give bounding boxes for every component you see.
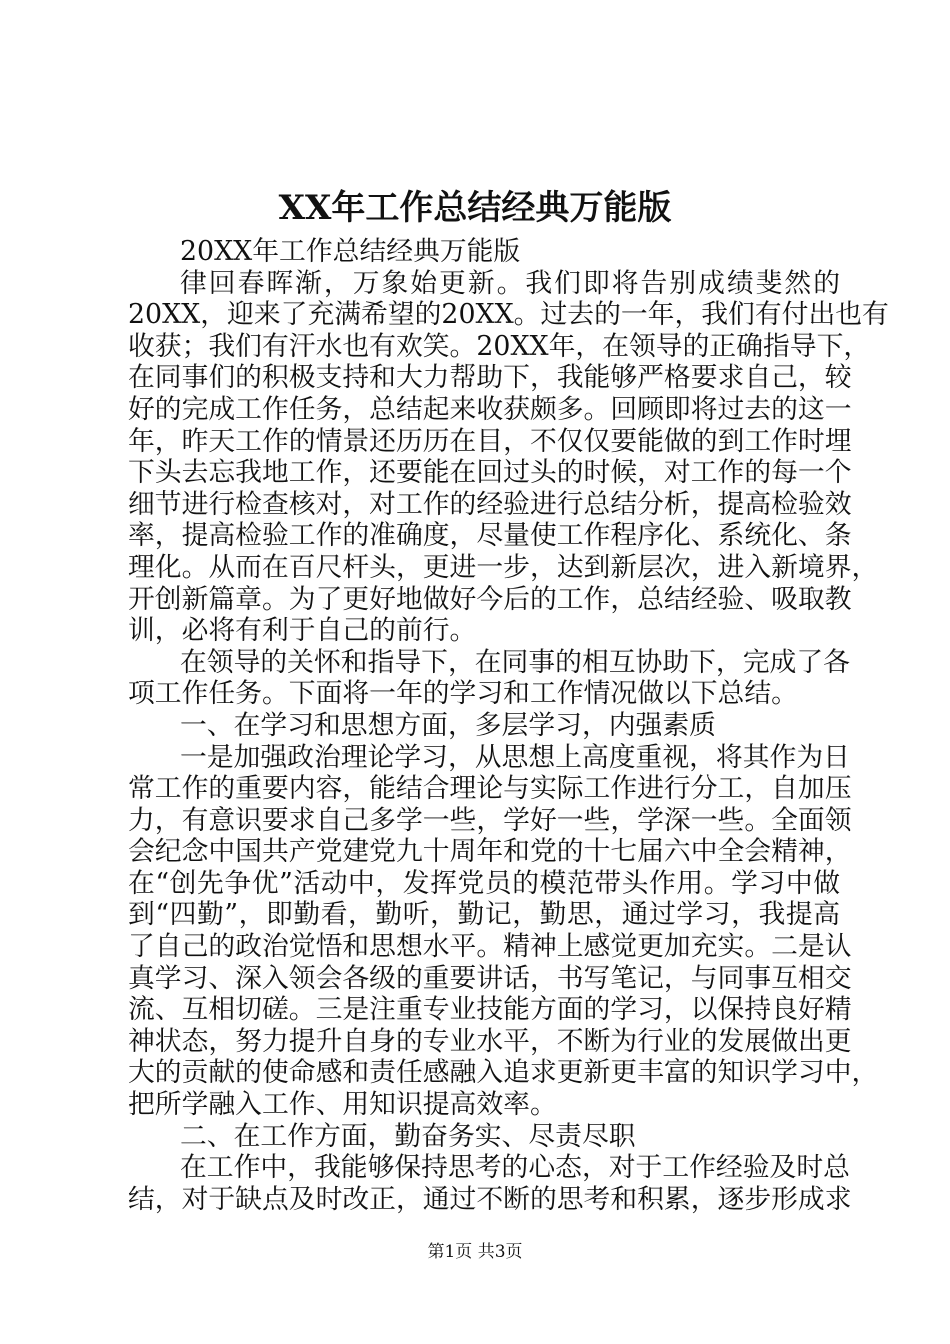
page-footer: 第1页 共3页 bbox=[427, 1242, 523, 1262]
text-line: 项工作任务。下面将一年的学习和工作情况做以下总结。 bbox=[128, 678, 798, 710]
text-line: 一是加强政治理论学习，从思想上高度重视，将其作为日 bbox=[180, 741, 850, 773]
text-line: 二、在工作方面，勤奋务实、尽责尽职 bbox=[180, 1120, 636, 1152]
text-line: 在“创先争优”活动中，发挥党员的模范带头作用。学习中做 bbox=[128, 867, 840, 899]
text-line: 会纪念中国共产党建党九十周年和党的十七届六中全会精神， bbox=[128, 836, 852, 868]
text-line: 常工作的重要内容，能结合理论与实际工作进行分工，自加压 bbox=[128, 773, 852, 805]
text-line: 好的完成工作任务，总结起来收获颇多。回顾即将过去的这一 bbox=[128, 393, 852, 425]
text-line: 年，昨天工作的情景还历历在目，不仅仅要能做的到工作时埋 bbox=[128, 425, 852, 457]
text-line: 一、在学习和思想方面，多层学习，内强素质 bbox=[180, 709, 716, 741]
document-body bbox=[128, 236, 889, 1215]
text-line: 真学习、深入领会各级的重要讲话，书写笔记，与同事互相交 bbox=[128, 962, 852, 994]
text-line: 律回春晖渐，万象始更新。我们即将告别成绩斐然的 bbox=[180, 267, 840, 299]
text-line: 20XX年工作总结经典万能版 bbox=[180, 236, 521, 267]
text-line: 力，有意识要求自己多学一些，学好一些，学深一些。全面领 bbox=[128, 804, 852, 836]
text-line: 把所学融入工作、用知识提高效率。 bbox=[128, 1089, 557, 1121]
text-line: 在工作中，我能够保持思考的心态，对于工作经验及时总 bbox=[180, 1152, 850, 1184]
text-line: 大的贡献的使命感和责任感融入追求更新更丰富的知识学习中， bbox=[128, 1057, 879, 1089]
text-line: 理化。从而在百尺杆头，更进一步，达到新层次，进入新境界， bbox=[128, 551, 879, 583]
text-line: 收获；我们有汗水也有欢笑。20XX年，在领导的正确指导下， bbox=[128, 330, 871, 362]
text-line: 在同事们的积极支持和大力帮助下，我能够严格要求自己，较 bbox=[128, 362, 852, 394]
text-line: 在领导的关怀和指导下，在同事的相互协助下，完成了各 bbox=[180, 646, 850, 678]
text-line: 训，必将有利于自己的前行。 bbox=[128, 615, 477, 647]
text-line: 率，提高检验工作的准确度，尽量使工作程序化、系统化、条 bbox=[128, 520, 852, 552]
text-line: 结，对于缺点及时改正，通过不断的思考和积累，逐步形成求 bbox=[128, 1183, 852, 1215]
text-line: 神状态，努力提升自身的专业水平，不断为行业的发展做出更 bbox=[128, 1025, 852, 1057]
text-line: 下头去忘我地工作，还要能在回过头的时候，对工作的每一个 bbox=[128, 457, 852, 489]
text-line: 流、互相切磋。三是注重专业技能方面的学习，以保持良好精 bbox=[128, 994, 852, 1026]
text-line: 细节进行检查核对，对工作的经验进行总结分析，提高检验效 bbox=[128, 488, 852, 520]
text-line: 了自己的政治觉悟和思想水平。精神上感觉更加充实。二是认 bbox=[128, 931, 852, 963]
document-title: XX年工作总结经典万能版 bbox=[278, 188, 672, 228]
text-line: 20XX，迎来了充满希望的20XX。过去的一年，我们有付出也有 bbox=[128, 299, 889, 331]
text-line: 到“四勤”，即勤看，勤听，勤记，勤思，通过学习，我提高 bbox=[128, 899, 840, 931]
text-line: 开创新篇章。为了更好地做好今后的工作，总结经验、吸取教 bbox=[128, 583, 852, 615]
